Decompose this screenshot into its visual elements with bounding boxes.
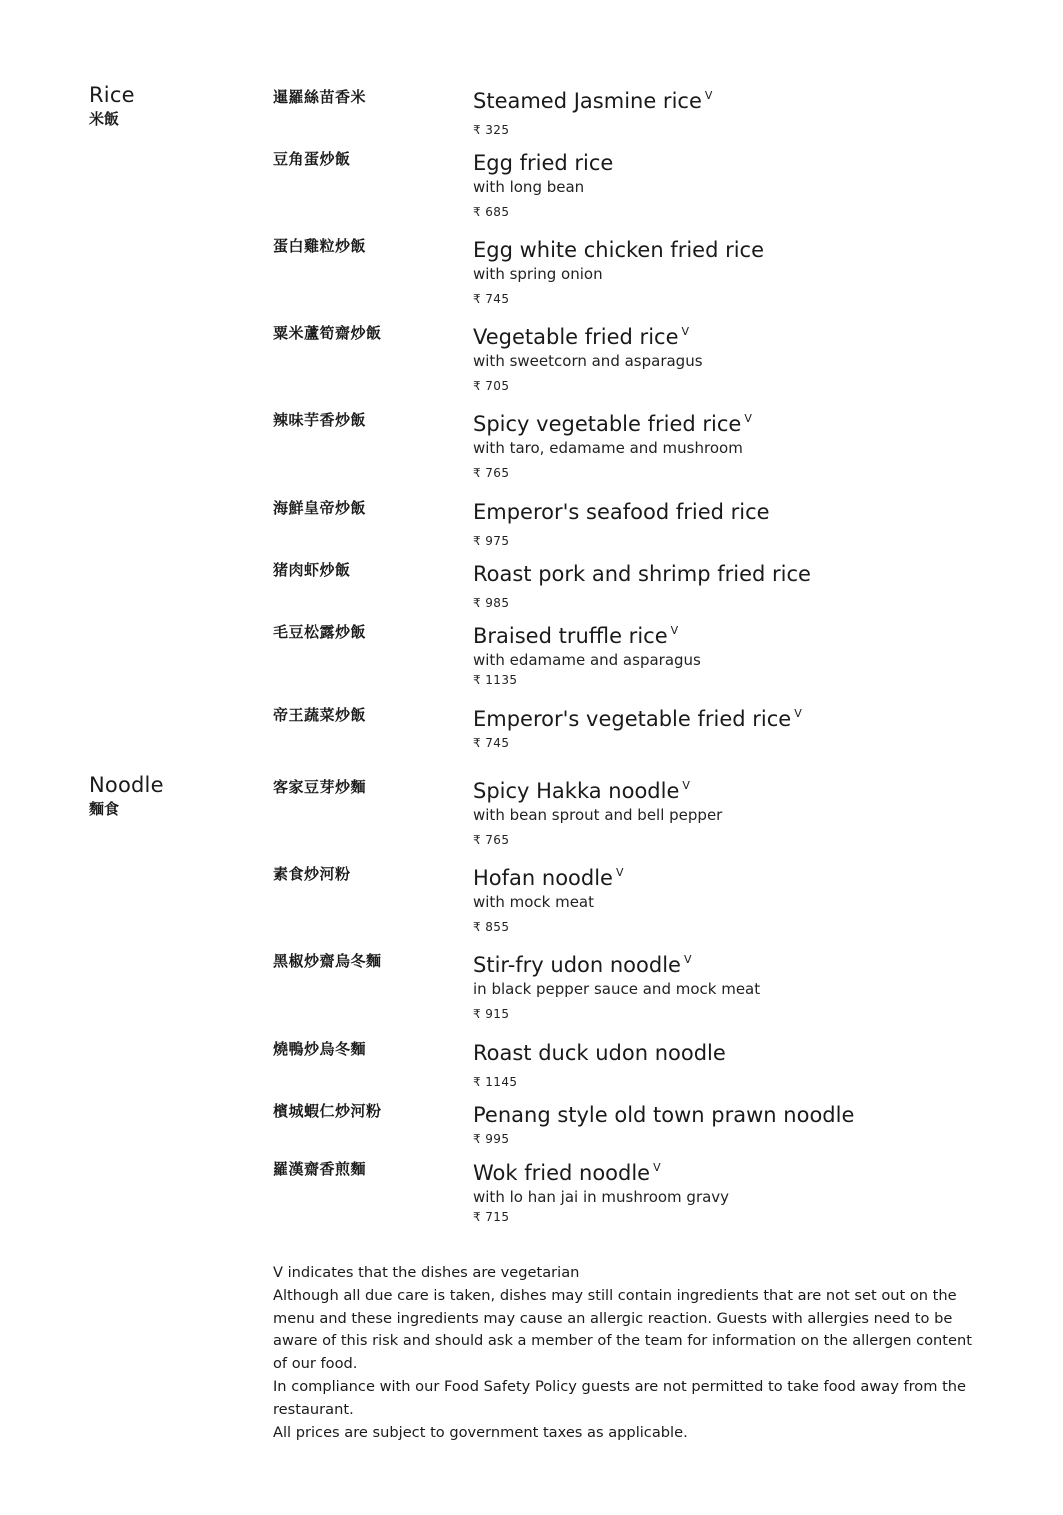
- item-name-zh: 檳城蝦仁炒河粉: [273, 1102, 382, 1120]
- item-price: ₹ 325: [473, 123, 510, 137]
- item-name-zh: 豆角蛋炒飯: [273, 150, 351, 168]
- item-price: ₹ 1145: [473, 1075, 518, 1089]
- item-price: ₹ 995: [473, 1132, 510, 1146]
- item-name-en: Egg fried rice: [473, 151, 614, 175]
- item-name-en: Stir-fry udon noodle: [473, 953, 681, 977]
- item-details: [473, 859, 1033, 936]
- item-details: [473, 946, 1033, 1023]
- item-name-en: Emperor's vegetable fried rice: [473, 707, 792, 731]
- item-name-en: Roast pork and shrimp fried rice: [473, 562, 811, 586]
- item-price: ₹ 765: [473, 833, 510, 847]
- vegetarian-note: V indicates that the dishes are vegetarian: [273, 1264, 580, 1281]
- item-name-zh: 粟米蘆筍齋炒飯: [273, 324, 382, 342]
- item-name-en: Spicy Hakka noodle: [473, 779, 680, 803]
- item-details: [473, 1154, 1033, 1226]
- item-name-zh: 蛋白雞粒炒飯: [273, 237, 367, 255]
- item-name-zh: 辣味芋香炒飯: [273, 411, 367, 429]
- item-price: ₹ 1135: [473, 673, 518, 687]
- item-price: ₹ 975: [473, 534, 510, 548]
- item-description: in black pepper sauce and mock meat: [473, 980, 761, 998]
- item-price: ₹ 855: [473, 920, 510, 934]
- item-name-zh: 海鮮皇帝炒飯: [273, 499, 367, 517]
- item-details: [473, 144, 1033, 221]
- item-name-en: Vegetable fried rice: [473, 325, 679, 349]
- item-name-zh: 素食炒河粉: [273, 865, 351, 883]
- item-name-zh: 毛豆松露炒飯: [273, 623, 367, 641]
- item-name-zh: 客家豆芽炒麵: [273, 778, 367, 796]
- vegetarian-mark: V: [682, 779, 690, 792]
- vegetarian-mark: V: [670, 624, 679, 637]
- item-name-en: Egg white chicken fried rice: [473, 238, 765, 262]
- section-title-en: Rice: [89, 83, 135, 107]
- item-details: [473, 772, 1033, 849]
- item-details: [473, 231, 1033, 308]
- section-heading: [89, 82, 135, 130]
- item-details: [473, 405, 1033, 482]
- item-details: [473, 318, 1033, 395]
- item-price: ₹ 705: [473, 379, 510, 393]
- vegetarian-mark: V: [653, 1161, 661, 1174]
- item-name-en: Hofan noodle: [473, 866, 613, 890]
- section-title-en: Noodle: [89, 773, 164, 797]
- section-heading: [89, 772, 164, 820]
- item-description: with edamame and asparagus: [473, 651, 701, 669]
- item-description: with bean sprout and bell pepper: [473, 806, 723, 824]
- item-price: ₹ 745: [473, 292, 510, 306]
- item-name-en: Wok fried noodle: [473, 1161, 651, 1185]
- vegetarian-mark: V: [681, 325, 690, 338]
- item-name-zh: 黑椒炒齋烏冬麵: [273, 952, 382, 970]
- item-price: ₹ 745: [473, 736, 510, 750]
- food-safety-note: In compliance with our Food Safety Policy guests are not permitted to take food away from the restaurant.: [273, 1377, 967, 1418]
- item-name-en: Steamed Jasmine rice: [473, 89, 702, 113]
- item-name-en: Emperor's seafood fried rice: [473, 500, 770, 524]
- item-description: with sweetcorn and asparagus: [473, 352, 703, 370]
- vegetarian-mark: V: [794, 707, 802, 720]
- item-description: with taro, edamame and mushroom: [473, 439, 743, 457]
- item-name-en: Braised truffle rice: [473, 624, 668, 648]
- vegetarian-mark: V: [615, 866, 624, 879]
- section-title-zh: 米飯: [89, 110, 120, 128]
- item-details: [473, 555, 1033, 612]
- item-name-en: Spicy vegetable fried rice: [473, 412, 742, 436]
- item-price: ₹ 985: [473, 596, 510, 610]
- item-details: [473, 1034, 1033, 1091]
- item-price: ₹ 915: [473, 1007, 510, 1021]
- item-description: with long bean: [473, 178, 585, 196]
- vegetarian-mark: V: [744, 412, 752, 425]
- item-name-zh: 帝王蔬菜炒飯: [273, 706, 367, 724]
- item-description: with mock meat: [473, 893, 594, 911]
- item-price: ₹ 765: [473, 466, 510, 480]
- item-name-en: Penang style old town prawn noodle: [473, 1103, 855, 1127]
- item-name-zh: 猪肉虾炒飯: [273, 561, 351, 579]
- item-description: with lo han jai in mushroom gravy: [473, 1188, 730, 1206]
- item-description: with spring onion: [473, 265, 603, 283]
- item-name-zh: 羅漢齋香煎麵: [273, 1160, 367, 1178]
- item-details: [473, 617, 1033, 689]
- menu-notes: [273, 1262, 973, 1444]
- item-name-en: Roast duck udon noodle: [473, 1041, 726, 1065]
- item-name-zh: 暹羅絲苗香米: [273, 88, 367, 106]
- item-price: ₹ 715: [473, 1210, 510, 1224]
- allergen-note: Although all due care is taken, dishes may still contain ingredients that are not set out on the menu and these ingredients may cause an allergic reaction. Guests with allergies need to be aware of this risk and should ask a member of the team for information on the allergen content of our food.: [273, 1286, 972, 1373]
- taxes-note: All prices are subject to government taxes as applicable.: [273, 1423, 688, 1441]
- item-price: ₹ 685: [473, 205, 510, 219]
- item-details: [473, 493, 1033, 550]
- item-details: [473, 82, 1033, 139]
- item-details: [473, 1096, 1033, 1148]
- vegetarian-mark: V: [704, 89, 713, 102]
- item-name-zh: 燒鴨炒烏冬麵: [273, 1040, 367, 1058]
- vegetarian-mark: V: [683, 953, 692, 966]
- item-details: [473, 700, 1033, 752]
- section-title-zh: 麵食: [89, 800, 120, 818]
